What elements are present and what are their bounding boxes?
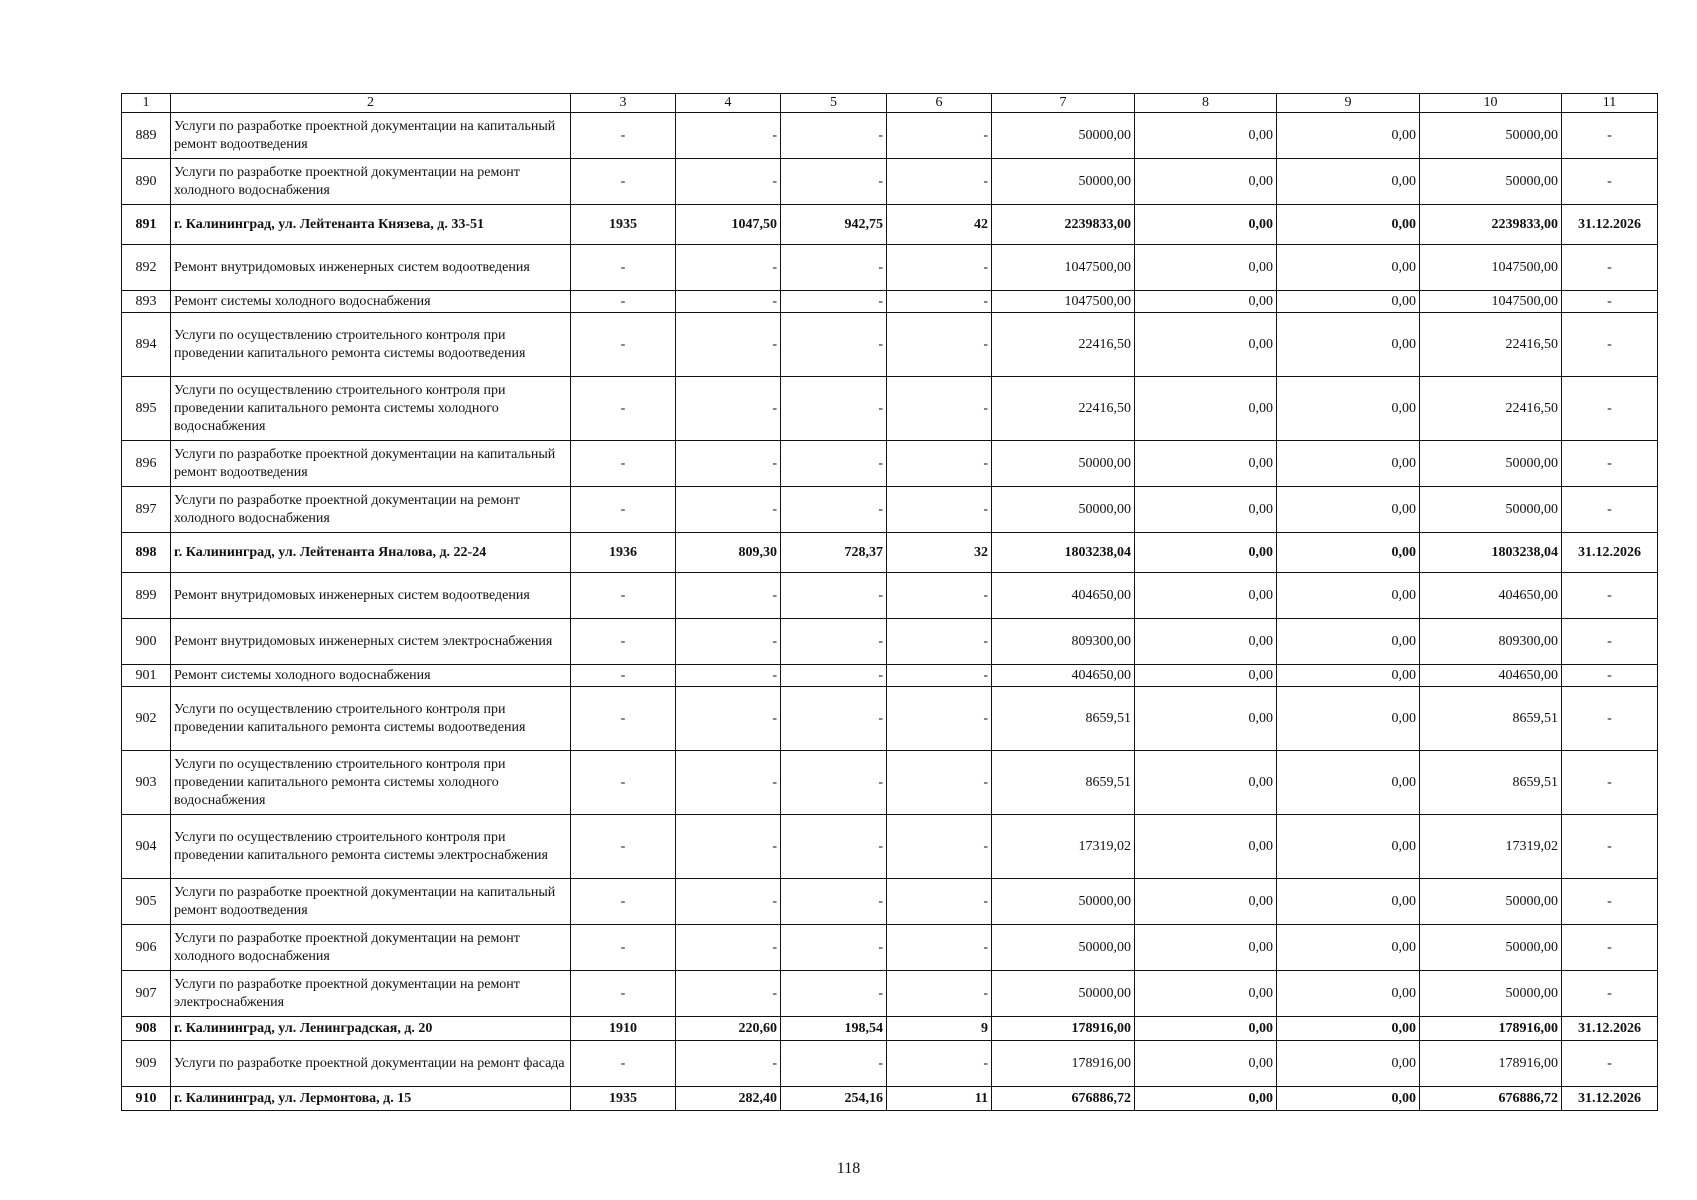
fund-a-cell: 0,00 [1135,925,1277,971]
fund-owners-cell: 178916,00 [1420,1041,1562,1087]
table-row [122,687,1658,751]
fund-owners-cell: 8659,51 [1420,751,1562,815]
area-total-cell: - [676,665,781,687]
area-total-cell: - [676,291,781,313]
area-living-cell: 728,37 [781,533,887,573]
deadline-cell: - [1562,313,1658,377]
fund-a-cell: 0,00 [1135,1041,1277,1087]
description-cell: г. Калининград, ул. Лейтенанта Князева, д. 33-51 [171,205,571,245]
year-cell: - [571,159,676,205]
row-number-cell: 908 [122,1017,171,1041]
cost-total-cell: 404650,00 [992,665,1135,687]
table-row [122,879,1658,925]
fund-a-cell: 0,00 [1135,533,1277,573]
year-cell: - [571,313,676,377]
cost-total-cell: 8659,51 [992,751,1135,815]
table-row [122,1017,1658,1041]
row-number-cell: 895 [122,377,171,441]
fund-b-cell: 0,00 [1277,245,1420,291]
register-table [121,93,1658,1111]
table-row [122,619,1658,665]
description-cell: Ремонт внутридомовых инженерных систем водоотведения [171,573,571,619]
deadline-cell: - [1562,815,1658,879]
page-number: 118 [836,1160,861,1177]
table-row [122,815,1658,879]
fund-b-cell: 0,00 [1277,879,1420,925]
row-number-cell: 892 [122,245,171,291]
residents-cell: 42 [887,205,992,245]
deadline-cell: - [1562,1041,1658,1087]
header-cell: 5 [781,94,887,113]
area-total-cell: - [676,441,781,487]
area-total-cell: 282,40 [676,1087,781,1111]
fund-b-cell: 0,00 [1277,291,1420,313]
description-cell: Услуги по осуществлению строительного контроля при проведении капитального ремонта системы холодного водоснабжения [171,377,571,441]
year-cell: - [571,573,676,619]
fund-owners-cell: 404650,00 [1420,665,1562,687]
table-row [122,751,1658,815]
fund-owners-cell: 17319,02 [1420,815,1562,879]
year-cell: - [571,619,676,665]
residents-cell: - [887,925,992,971]
description-cell: Ремонт системы холодного водоснабжения [171,665,571,687]
residents-cell: - [887,487,992,533]
area-total-cell: - [676,313,781,377]
cost-total-cell: 1803238,04 [992,533,1135,573]
fund-b-cell: 0,00 [1277,533,1420,573]
row-number-cell: 904 [122,815,171,879]
area-total-cell: - [676,751,781,815]
fund-a-cell: 0,00 [1135,573,1277,619]
year-cell: - [571,687,676,751]
fund-a-cell: 0,00 [1135,971,1277,1017]
description-cell: Услуги по разработке проектной документации на ремонт холодного водоснабжения [171,159,571,205]
year-cell: 1935 [571,1087,676,1111]
year-cell: - [571,925,676,971]
residents-cell: - [887,245,992,291]
area-living-cell: - [781,573,887,619]
table-row [122,925,1658,971]
table-row [122,113,1658,159]
deadline-cell: 31.12.2026 [1562,533,1658,573]
deadline-cell: - [1562,879,1658,925]
fund-owners-cell: 2239833,00 [1420,205,1562,245]
cost-total-cell: 22416,50 [992,313,1135,377]
area-living-cell: 198,54 [781,1017,887,1041]
row-number-cell: 901 [122,665,171,687]
cost-total-cell: 50000,00 [992,487,1135,533]
area-living-cell: - [781,377,887,441]
header-cell: 7 [992,94,1135,113]
deadline-cell: 31.12.2026 [1562,205,1658,245]
residents-cell: - [887,619,992,665]
residents-cell: - [887,879,992,925]
area-total-cell: - [676,1041,781,1087]
fund-owners-cell: 1047500,00 [1420,245,1562,291]
cost-total-cell: 809300,00 [992,619,1135,665]
residents-cell: - [887,573,992,619]
table-row [122,1041,1658,1087]
deadline-cell: 31.12.2026 [1562,1087,1658,1111]
cost-total-cell: 17319,02 [992,815,1135,879]
header-cell: 3 [571,94,676,113]
fund-owners-cell: 50000,00 [1420,159,1562,205]
cost-total-cell: 50000,00 [992,159,1135,205]
deadline-cell: - [1562,687,1658,751]
description-cell: г. Калининград, ул. Лермонтова, д. 15 [171,1087,571,1111]
cost-total-cell: 1047500,00 [992,245,1135,291]
year-cell: - [571,815,676,879]
description-cell: Ремонт внутридомовых инженерных систем водоотведения [171,245,571,291]
cost-total-cell: 50000,00 [992,879,1135,925]
row-number-cell: 899 [122,573,171,619]
fund-a-cell: 0,00 [1135,441,1277,487]
cost-total-cell: 22416,50 [992,377,1135,441]
fund-owners-cell: 1803238,04 [1420,533,1562,573]
cost-total-cell: 178916,00 [992,1017,1135,1041]
row-number-cell: 890 [122,159,171,205]
table-row [122,441,1658,487]
area-living-cell: - [781,113,887,159]
table-row [122,159,1658,205]
fund-owners-cell: 22416,50 [1420,313,1562,377]
cost-total-cell: 1047500,00 [992,291,1135,313]
description-cell: Услуги по разработке проектной документации на капитальный ремонт водоотведения [171,113,571,159]
area-living-cell: - [781,619,887,665]
area-living-cell: - [781,815,887,879]
area-total-cell: - [676,113,781,159]
area-living-cell: - [781,879,887,925]
fund-a-cell: 0,00 [1135,1017,1277,1041]
row-number-cell: 907 [122,971,171,1017]
row-number-cell: 891 [122,205,171,245]
fund-owners-cell: 50000,00 [1420,487,1562,533]
row-number-cell: 889 [122,113,171,159]
area-living-cell: - [781,159,887,205]
fund-a-cell: 0,00 [1135,1087,1277,1111]
fund-b-cell: 0,00 [1277,1041,1420,1087]
cost-total-cell: 50000,00 [992,441,1135,487]
header-cell: 1 [122,94,171,113]
fund-b-cell: 0,00 [1277,441,1420,487]
residents-cell: - [887,313,992,377]
row-number-cell: 903 [122,751,171,815]
description-cell: Ремонт внутридомовых инженерных систем электроснабжения [171,619,571,665]
deadline-cell: - [1562,665,1658,687]
deadline-cell: - [1562,291,1658,313]
description-cell: Услуги по разработке проектной документации на ремонт холодного водоснабжения [171,925,571,971]
cost-total-cell: 50000,00 [992,113,1135,159]
header-row [122,94,1658,113]
area-living-cell: - [781,687,887,751]
fund-a-cell: 0,00 [1135,291,1277,313]
area-total-cell: - [676,879,781,925]
year-cell: - [571,879,676,925]
deadline-cell: - [1562,159,1658,205]
fund-b-cell: 0,00 [1277,815,1420,879]
fund-b-cell: 0,00 [1277,1017,1420,1041]
residents-cell: 11 [887,1087,992,1111]
fund-a-cell: 0,00 [1135,879,1277,925]
table-row [122,377,1658,441]
register-table-container [121,93,1657,1111]
residents-cell: - [887,377,992,441]
table-row [122,205,1658,245]
row-number-cell: 905 [122,879,171,925]
year-cell: - [571,377,676,441]
year-cell: - [571,1041,676,1087]
fund-owners-cell: 1047500,00 [1420,291,1562,313]
area-total-cell: 220,60 [676,1017,781,1041]
fund-owners-cell: 404650,00 [1420,573,1562,619]
deadline-cell: - [1562,113,1658,159]
residents-cell: - [887,815,992,879]
year-cell: - [571,665,676,687]
fund-a-cell: 0,00 [1135,619,1277,665]
cost-total-cell: 8659,51 [992,687,1135,751]
deadline-cell: - [1562,377,1658,441]
header-cell: 4 [676,94,781,113]
table-row [122,245,1658,291]
fund-a-cell: 0,00 [1135,751,1277,815]
area-total-cell: - [676,377,781,441]
fund-b-cell: 0,00 [1277,971,1420,1017]
fund-a-cell: 0,00 [1135,487,1277,533]
fund-b-cell: 0,00 [1277,113,1420,159]
fund-a-cell: 0,00 [1135,687,1277,751]
row-number-cell: 898 [122,533,171,573]
fund-b-cell: 0,00 [1277,377,1420,441]
description-cell: г. Калининград, ул. Ленинградская, д. 20 [171,1017,571,1041]
table-row [122,487,1658,533]
description-cell: Услуги по разработке проектной документации на ремонт фасада [171,1041,571,1087]
fund-owners-cell: 50000,00 [1420,441,1562,487]
fund-a-cell: 0,00 [1135,245,1277,291]
area-total-cell: - [676,925,781,971]
residents-cell: 9 [887,1017,992,1041]
description-cell: Услуги по осуществлению строительного контроля при проведении капитального ремонта системы водоотведения [171,313,571,377]
year-cell: - [571,245,676,291]
area-living-cell: - [781,665,887,687]
fund-a-cell: 0,00 [1135,205,1277,245]
area-total-cell: - [676,487,781,533]
area-total-cell: - [676,619,781,665]
cost-total-cell: 2239833,00 [992,205,1135,245]
fund-a-cell: 0,00 [1135,159,1277,205]
fund-a-cell: 0,00 [1135,377,1277,441]
year-cell: 1936 [571,533,676,573]
area-living-cell: - [781,291,887,313]
residents-cell: - [887,751,992,815]
header-cell: 2 [171,94,571,113]
residents-cell: - [887,1041,992,1087]
fund-a-cell: 0,00 [1135,815,1277,879]
fund-b-cell: 0,00 [1277,573,1420,619]
area-living-cell: - [781,441,887,487]
fund-a-cell: 0,00 [1135,665,1277,687]
row-number-cell: 910 [122,1087,171,1111]
residents-cell: - [887,687,992,751]
fund-owners-cell: 50000,00 [1420,113,1562,159]
year-cell: - [571,971,676,1017]
fund-b-cell: 0,00 [1277,751,1420,815]
fund-b-cell: 0,00 [1277,487,1420,533]
fund-owners-cell: 50000,00 [1420,971,1562,1017]
deadline-cell: - [1562,487,1658,533]
year-cell: - [571,751,676,815]
fund-b-cell: 0,00 [1277,205,1420,245]
area-total-cell: - [676,573,781,619]
description-cell: Услуги по разработке проектной документации на капитальный ремонт водоотведения [171,879,571,925]
fund-owners-cell: 8659,51 [1420,687,1562,751]
header-cell: 11 [1562,94,1658,113]
fund-owners-cell: 50000,00 [1420,925,1562,971]
area-total-cell: - [676,971,781,1017]
row-number-cell: 900 [122,619,171,665]
table-row [122,313,1658,377]
residents-cell: - [887,113,992,159]
fund-owners-cell: 50000,00 [1420,879,1562,925]
header-cell: 10 [1420,94,1562,113]
fund-b-cell: 0,00 [1277,925,1420,971]
deadline-cell: - [1562,619,1658,665]
area-living-cell: - [781,925,887,971]
area-total-cell: - [676,159,781,205]
fund-b-cell: 0,00 [1277,687,1420,751]
row-number-cell: 896 [122,441,171,487]
row-number-cell: 902 [122,687,171,751]
table-row [122,665,1658,687]
year-cell: 1910 [571,1017,676,1041]
row-number-cell: 893 [122,291,171,313]
deadline-cell: - [1562,971,1658,1017]
fund-a-cell: 0,00 [1135,313,1277,377]
deadline-cell: - [1562,925,1658,971]
area-total-cell: 809,30 [676,533,781,573]
description-cell: г. Калининград, ул. Лейтенанта Яналова, д. 22-24 [171,533,571,573]
area-total-cell: 1047,50 [676,205,781,245]
residents-cell: - [887,441,992,487]
area-living-cell: - [781,487,887,533]
table-row [122,291,1658,313]
area-total-cell: - [676,687,781,751]
description-cell: Услуги по разработке проектной документации на ремонт электроснабжения [171,971,571,1017]
description-cell: Услуги по осуществлению строительного контроля при проведении капитального ремонта системы холодного водоснабжения [171,751,571,815]
fund-b-cell: 0,00 [1277,159,1420,205]
residents-cell: - [887,971,992,1017]
cost-total-cell: 50000,00 [992,925,1135,971]
row-number-cell: 894 [122,313,171,377]
description-cell: Услуги по осуществлению строительного контроля при проведении капитального ремонта системы водоотведения [171,687,571,751]
deadline-cell: - [1562,245,1658,291]
row-number-cell: 906 [122,925,171,971]
header-cell: 6 [887,94,992,113]
deadline-cell: - [1562,751,1658,815]
cost-total-cell: 404650,00 [992,573,1135,619]
year-cell: - [571,487,676,533]
header-cell: 8 [1135,94,1277,113]
fund-owners-cell: 676886,72 [1420,1087,1562,1111]
area-living-cell: 254,16 [781,1087,887,1111]
description-cell: Услуги по разработке проектной документации на капитальный ремонт водоотведения [171,441,571,487]
fund-owners-cell: 178916,00 [1420,1017,1562,1041]
residents-cell: - [887,291,992,313]
area-living-cell: 942,75 [781,205,887,245]
fund-a-cell: 0,00 [1135,113,1277,159]
area-living-cell: - [781,971,887,1017]
row-number-cell: 897 [122,487,171,533]
table-row [122,971,1658,1017]
deadline-cell: - [1562,441,1658,487]
year-cell: - [571,291,676,313]
area-total-cell: - [676,245,781,291]
table-row [122,533,1658,573]
area-living-cell: - [781,751,887,815]
fund-b-cell: 0,00 [1277,665,1420,687]
cost-total-cell: 178916,00 [992,1041,1135,1087]
fund-owners-cell: 809300,00 [1420,619,1562,665]
residents-cell: - [887,159,992,205]
residents-cell: - [887,665,992,687]
description-cell: Услуги по разработке проектной документации на ремонт холодного водоснабжения [171,487,571,533]
area-total-cell: - [676,815,781,879]
deadline-cell: 31.12.2026 [1562,1017,1658,1041]
deadline-cell: - [1562,573,1658,619]
cost-total-cell: 676886,72 [992,1087,1135,1111]
area-living-cell: - [781,1041,887,1087]
fund-owners-cell: 22416,50 [1420,377,1562,441]
area-living-cell: - [781,313,887,377]
header-cell: 9 [1277,94,1420,113]
row-number-cell: 909 [122,1041,171,1087]
area-living-cell: - [781,245,887,291]
residents-cell: 32 [887,533,992,573]
table-row [122,1087,1658,1111]
year-cell: - [571,113,676,159]
fund-b-cell: 0,00 [1277,619,1420,665]
table-row [122,573,1658,619]
description-cell: Услуги по осуществлению строительного контроля при проведении капитального ремонта системы электроснабжения [171,815,571,879]
fund-b-cell: 0,00 [1277,313,1420,377]
fund-b-cell: 0,00 [1277,1087,1420,1111]
year-cell: - [571,441,676,487]
cost-total-cell: 50000,00 [992,971,1135,1017]
year-cell: 1935 [571,205,676,245]
description-cell: Ремонт системы холодного водоснабжения [171,291,571,313]
